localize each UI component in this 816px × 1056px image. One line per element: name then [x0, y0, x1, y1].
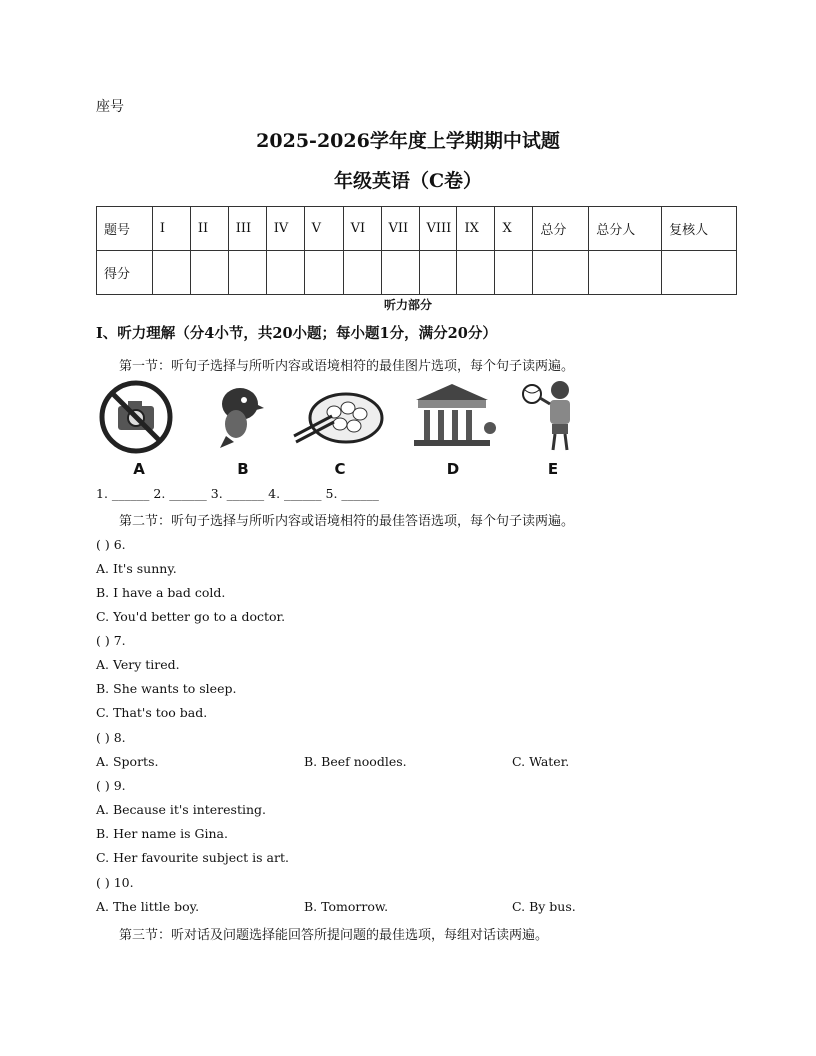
score-input-cell[interactable]	[495, 251, 533, 295]
option-text: B. Her name is Gina.	[96, 826, 228, 841]
table-cell: I	[152, 207, 190, 251]
option-text: B. Tomorrow.	[304, 899, 389, 914]
score-input-cell[interactable]	[419, 251, 457, 295]
score-table-score-row	[97, 251, 737, 295]
picture-options	[96, 378, 586, 478]
score-input-cell[interactable]	[190, 251, 228, 295]
question-stem[interactable]: ( ) 8.	[96, 730, 126, 745]
score-input-cell[interactable]	[662, 251, 737, 295]
picture-letter: C	[334, 460, 346, 478]
option-text: C. Her favourite subject is art.	[96, 850, 289, 865]
table-cell: VII	[381, 207, 419, 251]
table-cell: III	[228, 207, 266, 251]
museum-icon	[408, 378, 498, 456]
picture-option-e	[520, 378, 586, 478]
exam-subtitle: 年级英语（C卷）	[333, 170, 483, 192]
no-camera-icon	[96, 378, 182, 456]
answer-blanks-1-5[interactable]: 1. ______ 2. ______ 3. ______ 4. ______ 5. ______	[96, 486, 379, 501]
part1-instruction: 第一节：听句子选择与所听内容或语境相符的最佳图片选项，每个句子读两遍。	[119, 359, 575, 374]
option-text: A. Very tired.	[96, 657, 180, 672]
picture-letter: E	[547, 460, 559, 478]
score-input-cell[interactable]	[152, 251, 190, 295]
score-input-cell[interactable]	[533, 251, 589, 295]
table-cell: 复核人	[662, 207, 737, 251]
option-text: B. She wants to sleep.	[96, 681, 237, 696]
score-input-cell[interactable]	[589, 251, 662, 295]
boy-volleyball-icon	[520, 378, 586, 456]
table-cell: 题号	[97, 207, 153, 251]
picture-option-a	[96, 378, 182, 478]
question-stem[interactable]: ( ) 6.	[96, 537, 126, 552]
table-cell: X	[495, 207, 533, 251]
part2-instruction: 第二节：听句子选择与所听内容或语境相符的最佳答语选项，每个句子读两遍。	[119, 514, 575, 529]
option-text: C. You'd better go to a doctor.	[96, 609, 286, 624]
section-heading: Ⅰ、听力理解（分4小节，共20小题；每小题1分，满分20分）	[96, 325, 497, 342]
table-cell: 总分	[533, 207, 589, 251]
score-input-cell[interactable]	[304, 251, 343, 295]
question-stem[interactable]: ( ) 10.	[96, 875, 134, 890]
dumplings-icon	[292, 378, 388, 456]
table-cell: VIII	[419, 207, 457, 251]
score-input-cell[interactable]	[457, 251, 495, 295]
option-text: A. Because it's interesting.	[96, 802, 266, 817]
picture-letter: B	[237, 460, 249, 478]
table-cell: V	[304, 207, 343, 251]
question-stem[interactable]: ( ) 7.	[96, 633, 126, 648]
picture-letter: D	[446, 460, 460, 478]
option-text: C. Water.	[512, 754, 570, 769]
exam-title: 2025-2026学年度上学期期中试题	[256, 130, 560, 152]
picture-letter: A	[133, 460, 145, 478]
score-input-cell[interactable]	[228, 251, 266, 295]
score-table	[96, 206, 737, 295]
option-text: B. Beef noodles.	[304, 754, 407, 769]
picture-option-d	[408, 378, 498, 478]
table-cell: IV	[266, 207, 304, 251]
seat-number-label: 座号	[96, 99, 124, 115]
option-text: C. By bus.	[512, 899, 576, 914]
bird-icon	[200, 378, 286, 456]
score-input-cell[interactable]	[381, 251, 419, 295]
option-text: A. Sports.	[96, 754, 159, 769]
table-cell: IX	[457, 207, 495, 251]
score-input-cell[interactable]	[343, 251, 381, 295]
option-text: A. The little boy.	[96, 899, 200, 914]
picture-option-c	[292, 378, 388, 478]
option-text: C. That's too bad.	[96, 705, 208, 720]
picture-option-b	[200, 378, 286, 478]
table-cell: 得分	[97, 251, 153, 295]
table-cell: II	[190, 207, 228, 251]
question-stem[interactable]: ( ) 9.	[96, 778, 126, 793]
listening-part-label: 听力部分	[383, 298, 432, 312]
option-text: A. It's sunny.	[96, 561, 177, 576]
option-text: B. I have a bad cold.	[96, 585, 226, 600]
table-cell: 总分人	[589, 207, 662, 251]
table-cell: VI	[343, 207, 381, 251]
score-input-cell[interactable]	[266, 251, 304, 295]
part3-instruction: 第三节：听对话及问题选择能回答所提问题的最佳选项，每组对话读两遍。	[119, 928, 549, 943]
score-table-header-row	[97, 207, 737, 251]
